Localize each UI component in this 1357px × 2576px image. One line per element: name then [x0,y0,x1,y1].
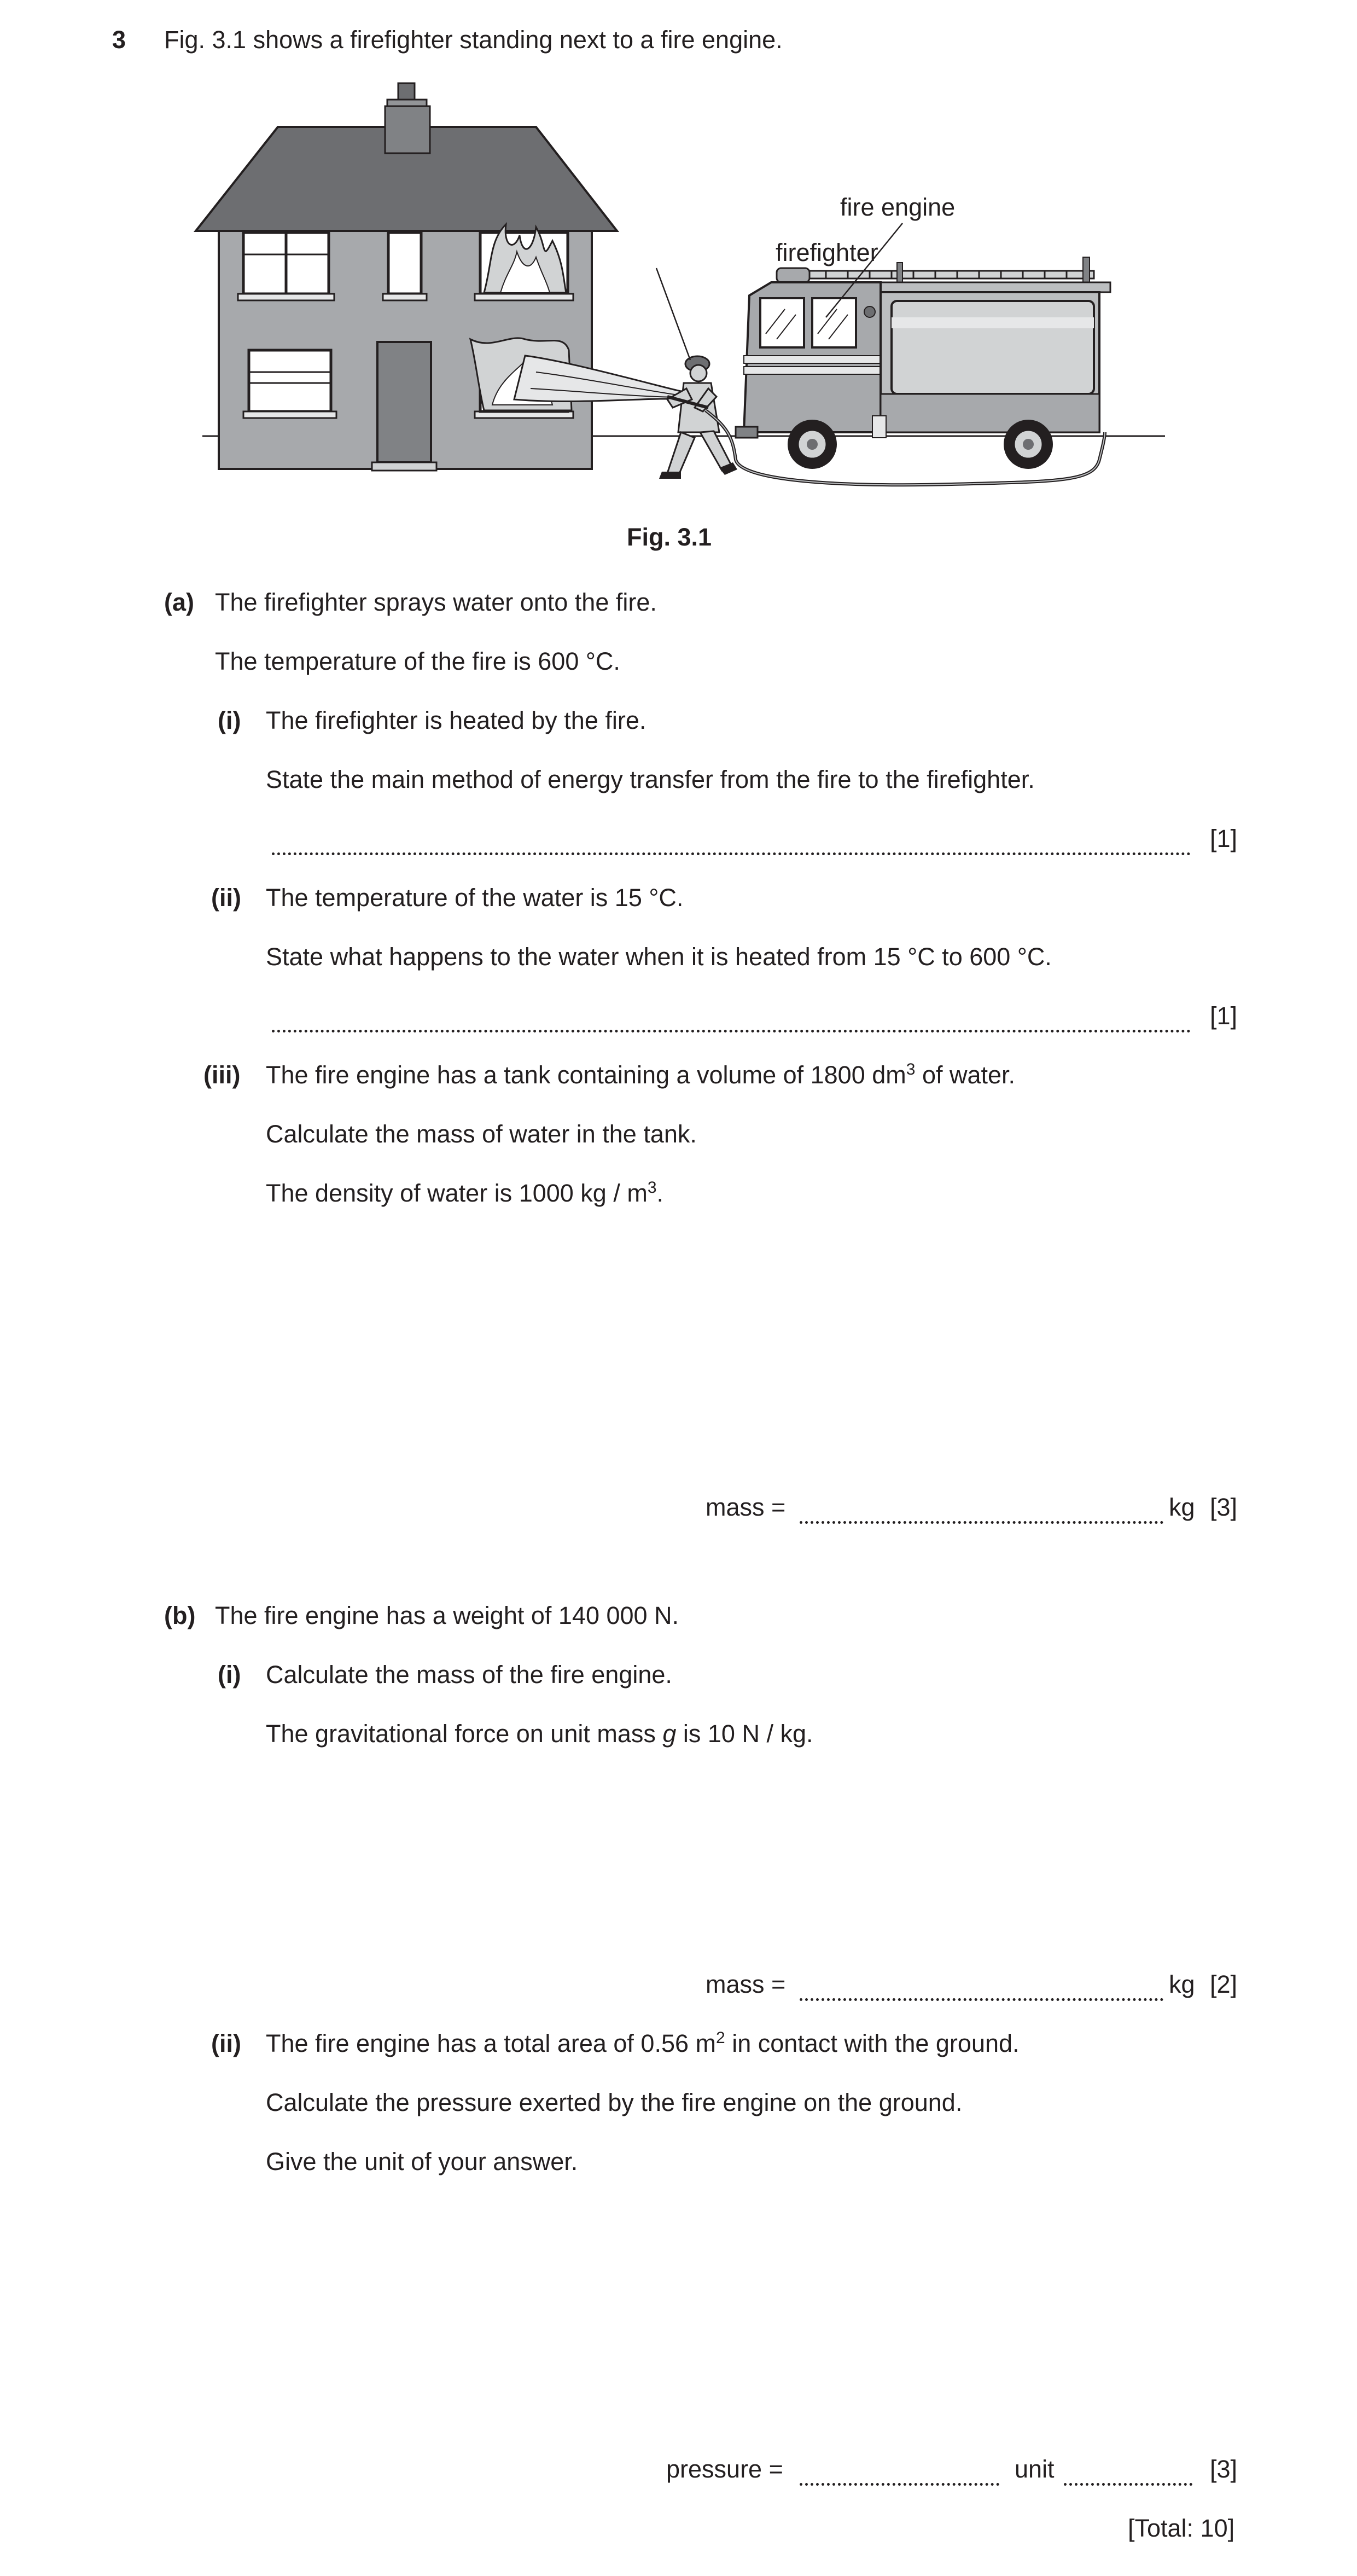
part-b-ii-label: (ii) [211,2029,241,2057]
marks-a-ii: [1] [1210,1002,1238,1030]
part-a-i-text1: The firefighter is heated by the fire. [266,706,647,734]
part-a-iii-label: (iii) [203,1061,241,1089]
answer-line-a-iii[interactable] [800,1493,1163,1524]
house-illustration [196,83,617,471]
figure-caption: Fig. 3.1 [627,523,712,551]
answer-line-a-ii[interactable] [272,1001,1191,1032]
part-a-ii-label: (ii) [211,884,241,912]
label-fire-engine: fire engine [840,193,956,221]
total-marks: [Total: 10] [1128,2514,1235,2542]
part-a-iii-text1: The fire engine has a tank containing a volume of 1800 $dm^3$ of water. [266,1060,1016,1089]
part-b-ii-text3: Give the unit of your answer. [266,2148,578,2175]
part-a-ii-text2: State what happens to the water when it is heated from 15 °C to 600 °C. [266,943,1052,971]
firefighter-pointer-line [656,268,690,360]
marks-b-ii: [3] [1210,2455,1238,2483]
question-number: 3 [112,26,126,54]
part-a-iii-text2: Calculate the mass of water in the tank. [266,1120,697,1148]
part-a-text1: The firefighter sprays water onto the fire. [215,588,657,616]
marks-a-iii: [3] [1210,1493,1238,1521]
question-intro: Fig. 3.1 shows a firefighter standing next to a fire engine. [164,26,783,54]
marks-a-i: [1] [1210,825,1238,852]
answer-line-b-ii-pressure[interactable] [800,2455,999,2486]
water-spray [514,356,681,402]
answer-label-b-ii: pressure = [666,2455,783,2483]
marks-b-i: [2] [1210,1970,1238,1998]
unit-label-b-ii: unit [1015,2455,1055,2483]
part-b-i-text1: Calculate the mass of the fire engine. [266,1661,672,1689]
answer-label-a-iii: mass = [706,1493,786,1521]
part-a-i-text2: State the main method of energy transfer from the fire to the firefighter. [266,765,1035,793]
label-firefighter: firefighter [776,239,878,266]
unit-a-iii: kg [1169,1493,1195,1521]
part-b-i-text2: The gravitational force on unit mass g is 10 N / kg. [266,1720,813,1748]
answer-label-b-i: mass = [706,1970,786,1998]
part-b-i-label: (i) [218,1661,241,1689]
part-a-iii-text3: The density of water is 1000 kg / $m^3$. [266,1179,664,1207]
part-b-ii-text2: Calculate the pressure exerted by the fire engine on the ground. [266,2088,963,2116]
figure-3-1 [186,77,1181,492]
unit-b-i: kg [1169,1970,1195,1998]
part-a-i-label: (i) [218,706,241,734]
answer-line-a-i[interactable] [272,824,1191,855]
part-a-text2: The temperature of the fire is 600 °C. [215,647,620,675]
part-a-ii-text1: The temperature of the water is 15 °C. [266,884,684,912]
part-b-text1: The fire engine has a weight of 140 000 N. [215,1602,679,1629]
answer-line-b-ii-unit[interactable] [1064,2455,1192,2486]
part-b-label: (b) [164,1602,196,1629]
answer-line-b-i[interactable] [800,1970,1163,2001]
part-a-label: (a) [164,588,194,616]
fire-engine-illustration [736,257,1110,469]
part-b-ii-text1: The fire engine has a total area of 0.56 $m^2$ in contact with the ground. [266,2029,1020,2057]
